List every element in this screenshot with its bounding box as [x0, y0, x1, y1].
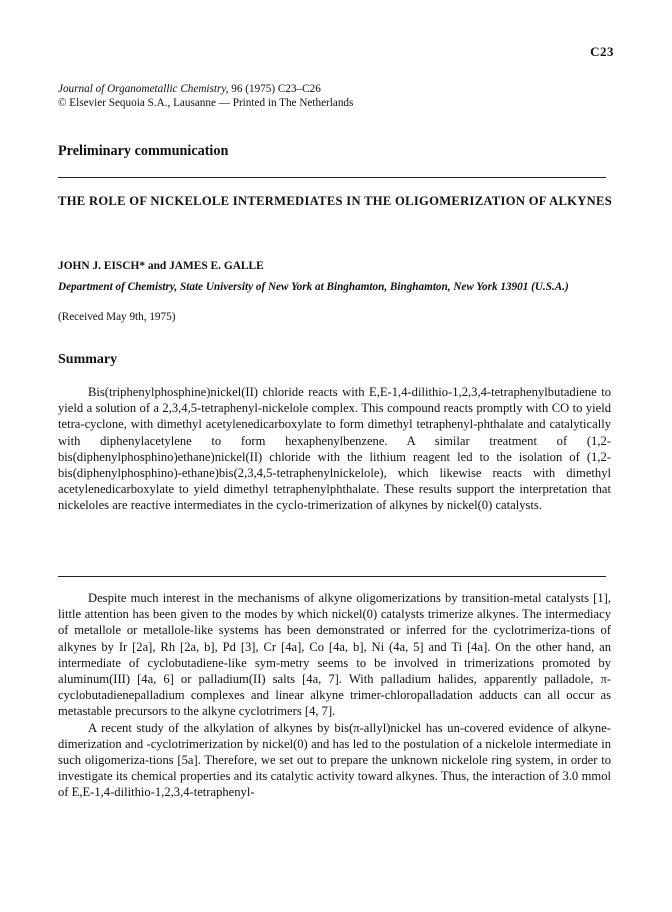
divider-summary: [58, 576, 606, 577]
journal-publisher: © Elsevier Sequoia S.A., Lausanne — Printed in The Netherlands: [58, 97, 354, 109]
journal-line-1: [58, 82, 618, 96]
main-body: [58, 590, 611, 801]
journal-citation: [58, 82, 618, 110]
article-title: THE ROLE OF NICKELOLE INTERMEDIATES IN THE OLIGOMERIZATION OF ALKYNES: [58, 194, 613, 208]
summary-body: [58, 384, 611, 514]
affiliation: Department of Chemistry, State University of New York at Binghamton, Binghamton, New York 13901 (U.S.A.): [58, 281, 569, 293]
received-date: (Received May 9th, 1975): [58, 311, 176, 323]
summary-paragraph: Bis(triphenylphosphine)nickel(II) chloride reacts with E,E-1,4-dilithio-1,2,3,4-tetraphenylbutadiene to yield a solution of a 2,3,4,5-tetraphenyl-nickelole complex. This compound reacts promptly with CO to yield tetra-cyclone, with dimethyl acetylenedicarboxylate to form dimethyl tetraphenyl-phthalate and catalytically with diphenylacetylene to form hexaphenylbenzene. A similar treatment of (1,2-bis(diphenylphosphino)ethane)nickel(II) chloride with the lithium reagent led to the isolation of (1,2-bis(diphenylphosphino)-ethane)bis(2,3,4,5-tetraphenylnickelole), which likewise reacts with dimethyl acetylenedicarboxylate to yield dimethyl tetraphenylphthalate. These results support the interpretation that nickeloles are reactive intermediates in the cyclo-trimerization of alkynes by nickel(0) catalysts.: [58, 385, 611, 513]
body-paragraph-1: Despite much interest in the mechanisms of alkyne oligomerizations by transition-metal catalysts [1], little attention has been given to the modes by which nickel(0) catalysts trimerize alkynes. The intermediacy of metallole or metallole-like systems has been demonstrated or inferred for the cyclotrimeriza-tions of alkynes by Ir [2a], Rh [2a, b], Pd [3], Cr [4a], Co [4a, b], Ni (4a, 5] and Ti [4a]. On the other hand, an intermediate of cyclobutadiene-like sym-metry seems to be involved in trimerizations promoted by aluminum(III) [4a, 6] or palladium(II) salts [4a, 7]. With palladium halides, apparently palladole, π-cyclobutadienepalladium complexes and linear alkyne trimer-chloropalladation adducts can all occur as metastable precursors to the alkyne cyclotrimers [4, 7].: [58, 591, 611, 719]
journal-volume: 96 (1975) C23–C26: [228, 83, 321, 95]
section-type: Preliminary communication: [58, 143, 229, 159]
divider-top: [58, 177, 606, 178]
page-number: C23: [590, 44, 614, 59]
summary-heading: Summary: [58, 352, 118, 367]
body-paragraph-2: A recent study of the alkylation of alkynes by bis(π-allyl)nickel has un-covered evidence of alkyne-dimerization and -cyclotrimerization by nickel(0) and has led to the postulation of a nickelole intermediate in such oligomeriza-tions [5a]. Therefore, we set out to prepare the unknown nickelole ring system, in order to investigate its chemical properties and its catalytic activity toward alkynes. Thus, the interaction of 3.0 mmol of E,E-1,4-dilithio-1,2,3,4-tetraphenyl-: [58, 720, 611, 800]
journal-name: Journal of Organometallic Chemistry,: [58, 83, 229, 95]
authors: JOHN J. EISCH* and JAMES E. GALLE: [58, 260, 264, 272]
